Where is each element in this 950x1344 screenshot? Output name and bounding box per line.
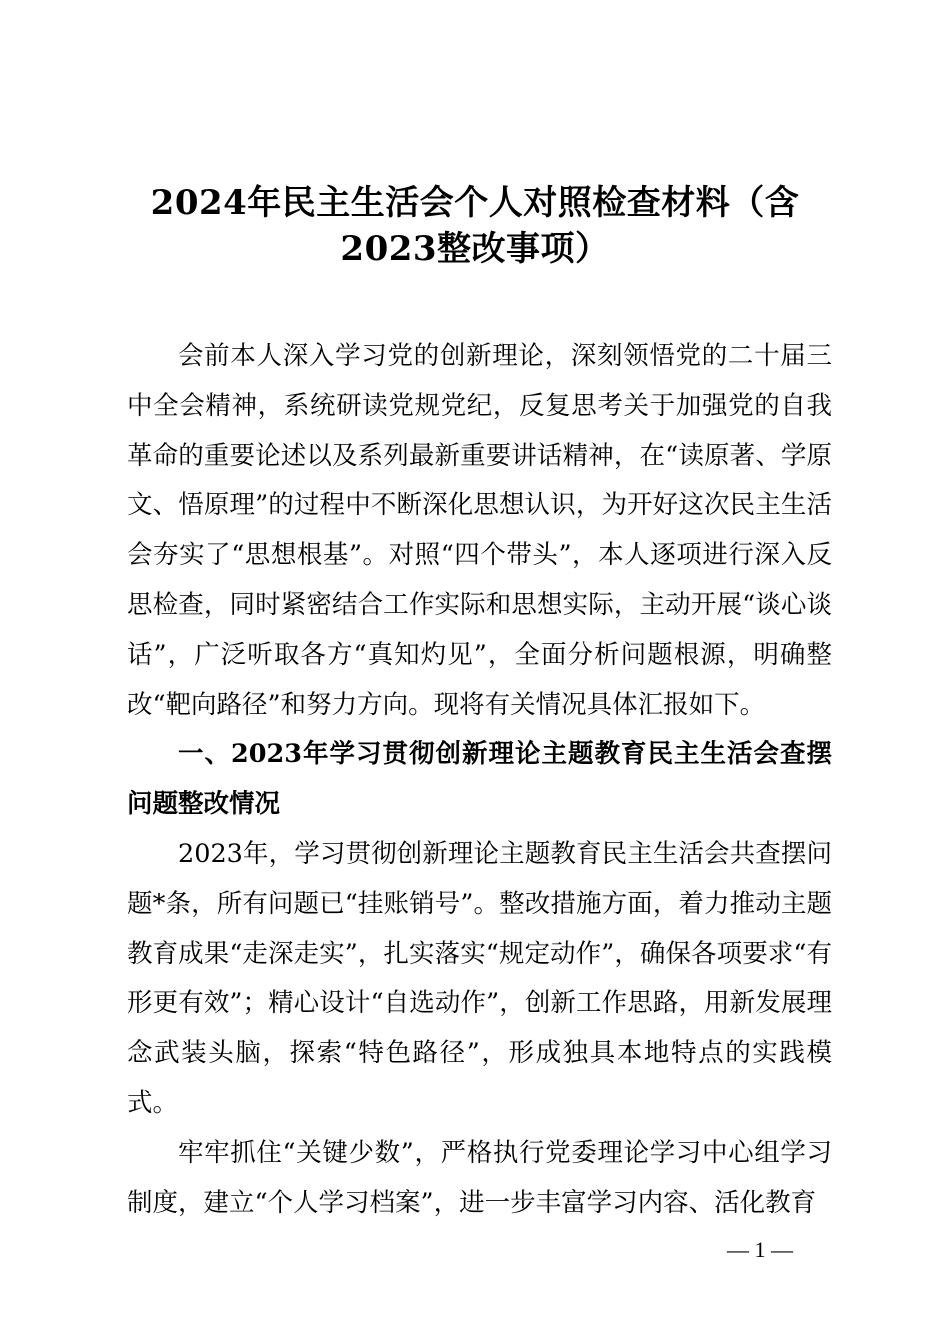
page-number: — 1 — [727, 1237, 793, 1262]
section-1-heading: 一、2023年学习贯彻创新理论主题教育民主生活会查摆问题整改情况 [127, 739, 832, 820]
section-1-paragraph-1: 2023年，学习贯彻创新理论主题教育民主生活会共查摆问题*条，所有问题已“挂账销号”。整改措施方面，着力推动主题教育成果“走深走实”，扎实落实“规定动作”，确保各项要求“有形更有效”；精心设计“自选动作”，创新工作思路，用新发展理念武装头脑，探索“特色路径”，形成独具本地特点的实践模式。 [127, 838, 832, 1118]
title-line-2: 2023整改事项） [340, 229, 610, 269]
section-1-paragraph-2: 牢牢抓住“关键少数”，严格执行党委理论学习中心组学习制度，建立“个人学习档案”，进一步丰富学习内容、活化教育 [127, 1137, 832, 1218]
document-title [0, 180, 950, 272]
intro-paragraph: 会前本人深入学习党的创新理论，深刻领悟党的二十届三中全会精神，系统研读党规党纪，反复思考关于加强党的自我革命的重要论述以及系列最新重要讲话精神，在“读原著、学原文、悟原理”的过程中不断深化思想认识，为开好这次民主生活会夯实了“思想根基”。对照“四个带头”，本人逐项进行深入反思检查，同时紧密结合工作实际和思想实际，主动开展“谈心谈话”，广泛听取各方“真知灼见”，全面分析问题根源，明确整改“靶向路径”和努力方向。现将有关情况具体汇报如下。 [127, 341, 832, 720]
document-body [127, 332, 832, 1228]
title-line-1: 2024年民主生活会个人对照检查材料（含 [150, 183, 800, 223]
